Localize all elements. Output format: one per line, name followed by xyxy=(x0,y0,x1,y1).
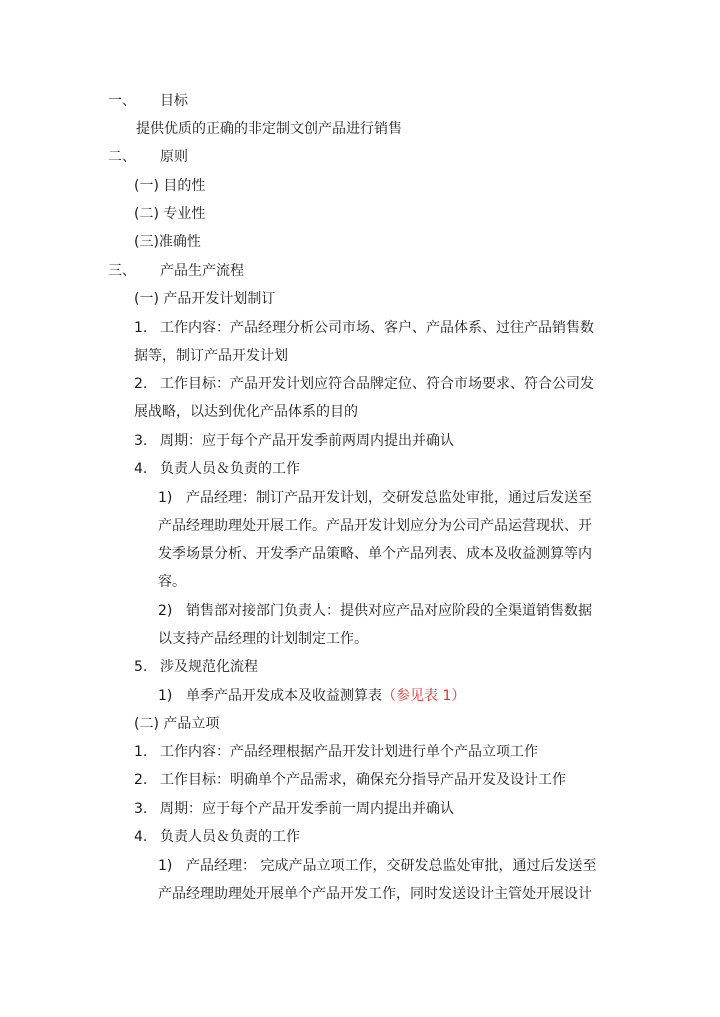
sublist-text: 产品经理： 完成产品立项工作，交研发总监处审批，通过后发送至 xyxy=(186,858,597,874)
section-2-title: 原则 xyxy=(160,149,188,165)
subsection-b-title: (二) 产品立项 xyxy=(134,716,220,732)
table-reference-link[interactable]: （参见表 1） xyxy=(382,688,466,704)
sublist-number: 1) xyxy=(158,688,173,704)
list-number: 2. xyxy=(134,772,148,788)
list-item-text: 负责人员＆负责的工作 xyxy=(160,461,300,477)
list-item-text: 周期：应于每个产品开发季前两周内提出并确认 xyxy=(160,433,454,449)
section-2-number: 二、 xyxy=(108,149,136,165)
list-item-text: 涉及规范化流程 xyxy=(160,659,258,675)
principle-item: (一) 目的性 xyxy=(134,178,206,194)
section-3-number: 三、 xyxy=(108,263,136,279)
sublist-text: 以支持产品经理的计划制定工作。 xyxy=(158,631,368,647)
sublist-text: 产品经理：制订产品开发计划，交研发总监处审批，通过后发送至 xyxy=(186,490,592,506)
section-1-number: 一、 xyxy=(108,93,136,109)
list-item-text: 负责人员＆负责的工作 xyxy=(160,829,300,845)
sublist-text: 产品经理助理处开展工作。产品开发计划应分为公司产品运营现状、开 xyxy=(158,518,592,534)
principle-item: (三)准确性 xyxy=(134,234,201,250)
list-number: 4. xyxy=(134,461,148,477)
sublist-text: 发季场景分析、开发季产品策略、单个产品列表、成本及收益测算等内 xyxy=(158,546,592,562)
sublist-number: 1) xyxy=(158,858,173,874)
list-item-text: 据等，制订产品开发计划 xyxy=(134,348,288,364)
section-1-body: 提供优质的正确的非定制文创产品进行销售 xyxy=(136,121,402,137)
list-number: 3. xyxy=(134,433,148,449)
list-number: 1. xyxy=(134,744,148,760)
sublist-number: 2) xyxy=(158,603,173,619)
subsection-a-title: (一) 产品开发计划制订 xyxy=(134,291,276,307)
list-number: 4. xyxy=(134,829,148,845)
sublist-text: 销售部对接部门负责人：提供对应产品对应阶段的全渠道销售数据 xyxy=(186,603,592,619)
list-number: 5. xyxy=(134,659,148,675)
list-item-text: 工作目标：产品开发计划应符合品牌定位、符合市场要求、符合公司发 xyxy=(160,376,594,392)
list-item-text: 工作目标：明确单个产品需求，确保充分指导产品开发及设计工作 xyxy=(160,772,566,788)
sublist-text: 容。 xyxy=(158,574,186,590)
list-number: 1. xyxy=(134,320,148,336)
list-item-text: 周期：应于每个产品开发季前一周内提出并确认 xyxy=(160,801,454,817)
section-3-title: 产品生产流程 xyxy=(160,263,244,279)
sublist-text xyxy=(186,686,465,706)
section-1-title: 目标 xyxy=(160,93,188,109)
sublist-number: 1) xyxy=(158,490,173,506)
list-item-text: 工作内容：产品经理分析公司市场、客户、产品体系、过往产品销售数 xyxy=(160,320,594,336)
list-item-text: 工作内容：产品经理根据产品开发计划进行单个产品立项工作 xyxy=(160,744,538,760)
principle-item: (二) 专业性 xyxy=(134,206,206,222)
list-number: 3. xyxy=(134,801,148,817)
list-item-text: 展战略，以达到优化产品体系的目的 xyxy=(134,404,358,420)
form-name: 单季产品开发成本及收益测算表 xyxy=(186,688,382,704)
sublist-text: 产品经理助理处开展单个产品开发工作，同时发送设计主管处开展设计 xyxy=(158,886,592,902)
list-number: 2. xyxy=(134,376,148,392)
